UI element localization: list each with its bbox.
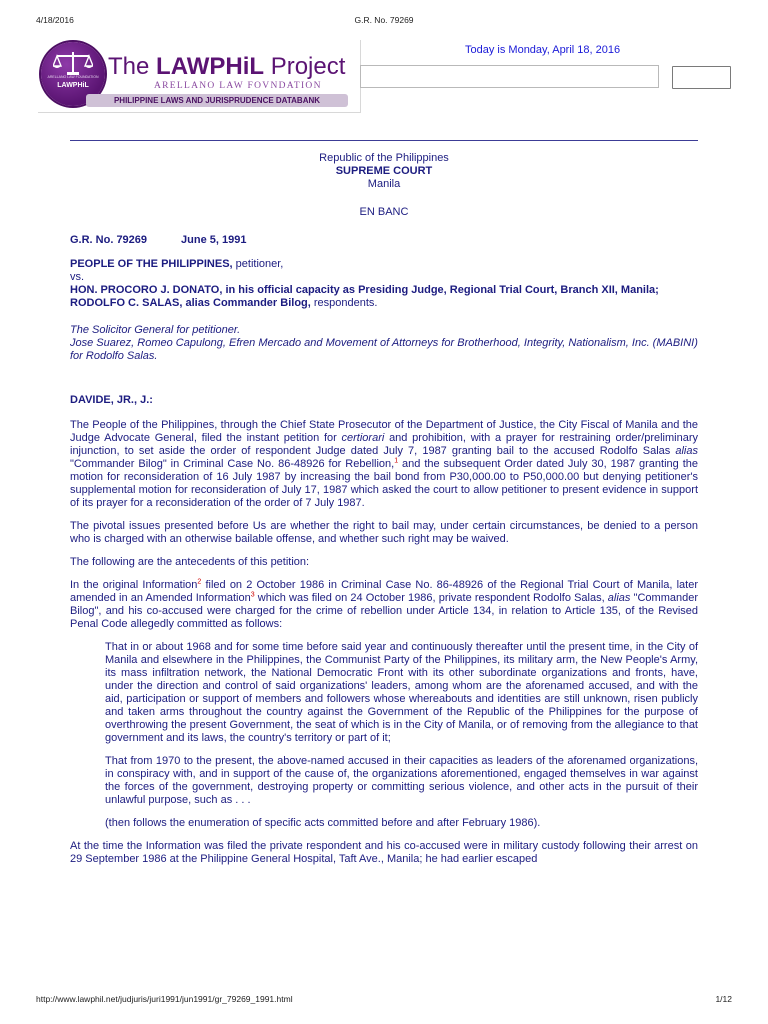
brand-tagline: PHILIPPINE LAWS AND JURISPRUDENCE DATABANK [86, 94, 348, 107]
print-page-number: 1/12 [715, 994, 732, 1004]
court-name: SUPREME COURT [335, 165, 433, 177]
footnote-link-3[interactable]: 3 [250, 591, 255, 599]
case-number: G.R. No. 79269 [70, 234, 148, 246]
search-input[interactable] [360, 65, 659, 88]
footnote-link-2[interactable]: 2 [197, 578, 202, 586]
paragraph-4: In the original Information$^2$ filed on 2 October 1986 in Criminal Case No. 86-48926 of the Regional Trial Court of Manila, later amended in an Amended Information$^3$ which was filed on 24 October 1986, private respondent Rodolfo Salas, alias "Commander Bilog", and his co-accused were charged for the crime of rebellion under Article 134, in relation to Article 135, of the Revised Penal Code allegedly committed as follows: [70, 578, 698, 630]
versus-label: vs. [70, 271, 85, 283]
seal-subtext: ARELLANO LAW FOUNDATION [47, 75, 99, 79]
case-number-line [70, 234, 698, 247]
today-date: Today is Monday, April 18, 2016 [465, 44, 621, 56]
search-button[interactable] [672, 66, 731, 89]
scales-of-justice-icon [53, 50, 93, 76]
lawphil-banner[interactable] [38, 40, 361, 113]
brand-title: The LAWPHiL Project [108, 53, 346, 80]
republic-label: Republic of the Philippines [319, 152, 449, 164]
paragraph-3: The following are the antecedents of this petition: [70, 556, 310, 568]
counsel-line-1: The Solicitor General for petitioner. [70, 324, 241, 336]
respondents-role: respondents. [310, 297, 378, 309]
print-title: G.R. No. 79269 [354, 15, 414, 25]
counsel-block [70, 324, 698, 363]
quote-paragraph-3: (then follows the enumeration of specific acts committed before and after February 1986). [105, 817, 541, 829]
paragraph-5: At the time the Information was filed the private respondent and his co-accused were in military custody following their arrest on 29 September 1986 at the Philippine General Hospital, Taft Ave., Manila; he had earlier escaped [70, 840, 698, 865]
decision-document [70, 152, 698, 876]
paragraph-1: The People of the Philippines, through the Chief State Prosecutor of the Department of Justice, the City Fiscal of Manila and the Judge Advocate General, filed the instant petition for certiorari and prohibition, with a prayer for restraining order/preliminary injunction, to set aside the order of respondent Judge dated July 7, 1987 granting bail to the accused Rodolfo Salas alias "Commander Bilog" in Criminal Case No. 86-48926 for Rebellion,$^1$ and the subsequent Order dated July 30, 1987 granting the motion for reconsideration of 16 July 1987 by increasing the bail bond from P30,000.00 to P50,000.00 but denying petitioner's supplemental motion for reconsideration of July 17, 1987 which asked the court to allow petitioner to present evidence in support of its prayer for a reconsideration of the order of 7 July 1987. [70, 419, 698, 509]
information-quote [105, 641, 698, 830]
petitioner-role: petitioner, [232, 258, 284, 270]
header-divider [70, 140, 698, 141]
seal-text: LAWPHiL [57, 82, 89, 89]
petitioner-name: PEOPLE OF THE PHILIPPINES, [70, 258, 233, 270]
ponente: DAVIDE, JR., J.: [70, 394, 153, 406]
footnote-link-1[interactable]: 1 [394, 457, 399, 465]
respondents-names: HON. PROCORO J. DONATO, in his official capacity as Presiding Judge, Regional Trial Court, Branch XII, Manila; RODOLFO C. SALAS, alias Commander Bilog, [70, 284, 659, 309]
case-parties [70, 258, 698, 310]
print-url: http://www.lawphil.net/judjuris/juri1991/jun1991/gr_79269_1991.html [36, 994, 293, 1004]
quote-paragraph-2: That from 1970 to the present, the above-named accused in their capacities as leaders of the aforenamed organizations, in conspiracy with, and in support of the cause of, the organizations aforementioned, engaged themselves in war against the forces of the government, destroying property or committing serious violence, and other acts in the pursuit of their unlawful purpose, such as . . . [105, 755, 698, 806]
court-heading [70, 152, 698, 219]
paragraph-2: The pivotal issues presented before Us are whether the right to bail may, under certain circumstances, be denied to a person who is charged with an otherwise bailable offense, and whether such right may be waived. [70, 520, 698, 545]
brand-subtitle: ARELLANO LAW FOVNDATION [154, 81, 322, 91]
case-date: June 5, 1991 [181, 234, 247, 246]
print-date: 4/18/2016 [36, 15, 74, 25]
counsel-line-2: Jose Suarez, Romeo Capulong, Efren Mercado and Movement of Attorneys for Brotherhood, Integrity, Nationalism, Inc. (MABINI) for Rodolfo Salas. [70, 337, 698, 362]
court-city: Manila [367, 178, 401, 190]
quote-paragraph-1: That in or about 1968 and for some time before said year and continuously thereafter until the present time, in the City of Manila and elsewhere in the Philippines, the Communist Party of the Philippines, its military arm, the New People's Army, its mass infiltration network, the National Democratic Front with its other subordinate organizations and fronts, have, under the direction and control of said organizations' leaders, among whom are the aforenamed accused, and with the aid, participation or support of members and followers whose whereabouts and identities are still unknown, risen publicly and taken arms throughout the country against the Government of the Republic of the Philippines for the purpose of overthrowing the present Government, the seat of which is in the City of Manila, or of removing from the allegiance to that government and its laws, the country's territory or part of it; [105, 641, 698, 744]
court-division: EN BANC [359, 206, 409, 218]
